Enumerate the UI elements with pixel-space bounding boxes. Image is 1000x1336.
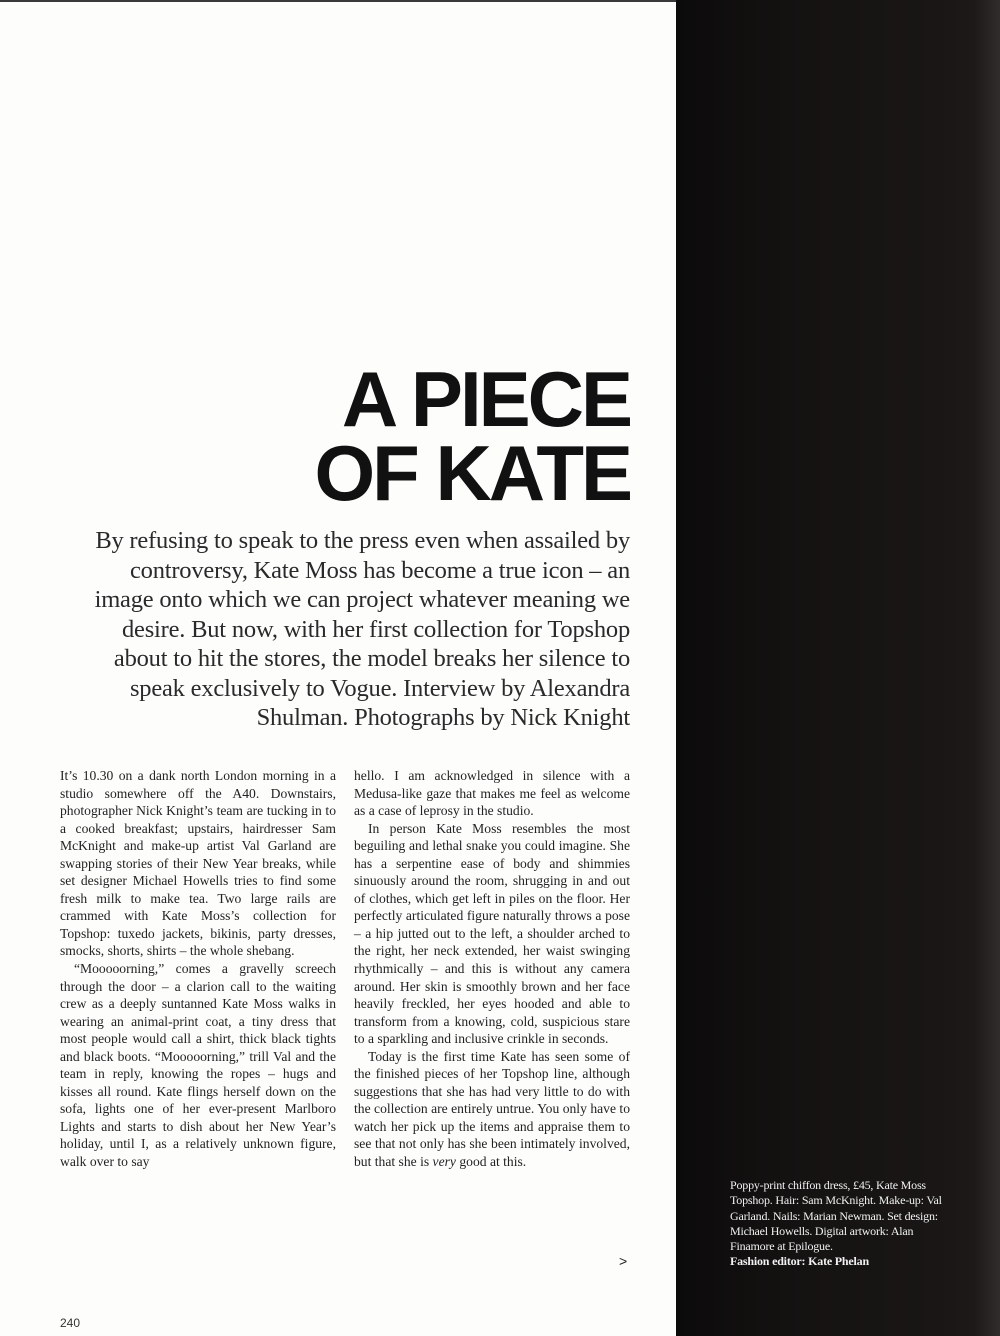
body-text: good at this.	[455, 1154, 527, 1170]
body-paragraph: hello. I am acknowledged in silence with a Medusa-like gaze that makes me feel as welcome as a case of leprosy in the studio.	[354, 768, 630, 819]
body-paragraph	[354, 1048, 630, 1171]
photo-panel	[676, 0, 1000, 1336]
headline-line-2: OF KATE	[314, 429, 630, 517]
body-paragraph: It’s 10.30 on a dank north London morning in a studio somewhere off the A40. Downstairs, photographer Nick Knight’s team are tucking in to a cooked breakfast; upstairs, hairdresser Sam McKnight and make-up artist Val Garland are swapping stories of their New Year breaks, while set designer Michael Howells tries to find some fresh milk to make tea. Two large rails are crammed with Kate Moss’s collection for Topshop: tuxedo jackets, bikinis, party dresses, smocks, shorts, shirts – the whole shebang.	[60, 768, 336, 959]
headline-line-1: A PIECE	[341, 355, 630, 443]
top-edge-rule	[0, 0, 676, 2]
page-spine-shadow	[974, 0, 1000, 1336]
standfirst: By refusing to speak to the press even when assailed by controversy, Kate Moss has become a true icon – an image onto which we can project whatever meaning we desire. But now, with her first collection for Topshop about to hit the stores, the model breaks her silence to speak exclusively to Vogue. Interview by Alexandra Shulman. Photographs by Nick Knight	[94, 527, 630, 731]
body-column-2	[354, 767, 630, 1171]
emphasis-text: very	[432, 1154, 456, 1170]
body-column-1	[60, 767, 336, 1171]
body-paragraph: In person Kate Moss resembles the most beguiling and lethal snake you could imagine. She has a serpentine ease of body and shimmies sinuously around the room, shrugging in and out of clothes, which get left in piles on the floor. Her perfectly articulated figure naturally throws a pose – a hip jutted out to the left, a shoulder arched to the right, her neck extended, her waist swinging rhythmically – and this is without any camera around. Her skin is smoothly brown and her face heavily freckled, her eyes hooded and able to transform from a knowing, cold, suspicious stare to a sparkling and inclusive crinkle in seconds.	[354, 820, 630, 1047]
body-paragraph: “Mooooorning,” comes a gravelly screech through the door – a clarion call to the waiting crew as a deeply suntanned Kate Moss walks in wearing an animal-print coat, a tiny dress that most people would call a shirt, thick black tights and black boots. “Mooooorning,” trill Val and the team in reply, knowing the ropes – hugs and kisses all round. Kate flings herself down on the sofa, lights one of her ever-present Marlboro Lights and starts to dish about her New Year’s holiday, until I, as a relatively unknown figure, walk over to say	[60, 961, 336, 1170]
continued-marker: >	[619, 1253, 628, 1269]
body-text: Today is the first time Kate has seen some of the finished pieces of her Topshop line, although suggestions that she has had very little to do with the collection are entirely untrue. You only have to watch her pick up the items and appraise them to see that not only has she been intimately involved, but that she is	[354, 1048, 630, 1170]
caption-credits: Poppy-print chiffon dress, £45, Kate Moss Topshop. Hair: Sam McKnight. Make-up: Val Garland. Nails: Marian Newman. Set design: Michael Howells. Digital artwork: Alan Finamore at Epilogue.	[730, 1178, 942, 1254]
article-headline	[130, 355, 630, 517]
caption-fashion-editor: Fashion editor: Kate Phelan	[730, 1254, 869, 1269]
page-number: 240	[60, 1316, 81, 1330]
photo-caption	[730, 1178, 958, 1270]
